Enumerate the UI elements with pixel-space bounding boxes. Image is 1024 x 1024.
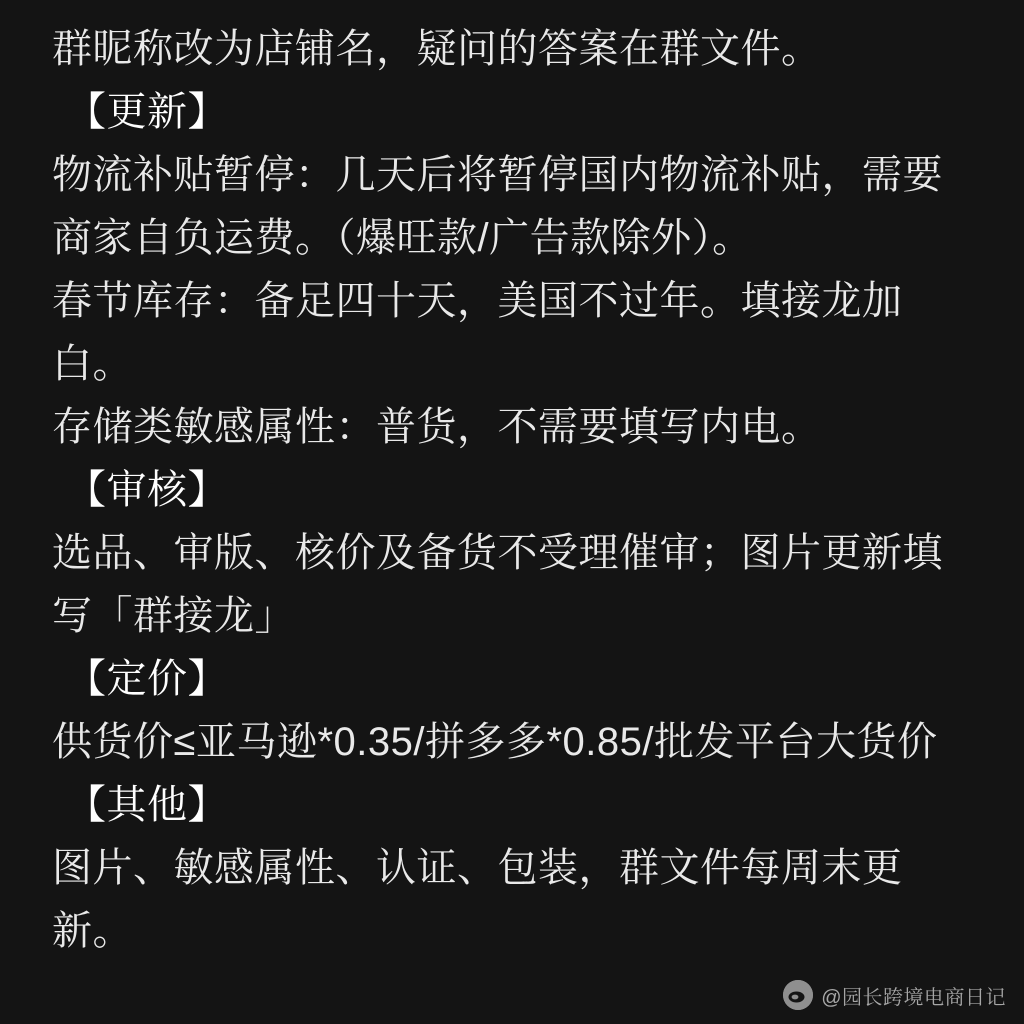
text-line: 春节库存：备足四十天，美国不过年。填接龙加白。	[52, 279, 903, 386]
post-text-body	[52, 18, 976, 963]
text-line: 群昵称改为店铺名，疑问的答案在群文件。	[52, 27, 822, 71]
text-line: 存储类敏感属性：普货，不需要填写内电。	[52, 405, 822, 449]
weibo-icon	[783, 980, 813, 1010]
section-heading: 【其他】	[66, 783, 228, 827]
section-heading: 【审核】	[66, 468, 228, 512]
text-line: 选品、审版、核价及备货不受理催审；图片更新填写「群接龙」	[52, 531, 943, 638]
section-heading: 【更新】	[66, 90, 228, 134]
watermark-handle: @园长跨境电商日记	[821, 986, 1006, 1009]
text-line: 物流补贴暂停：几天后将暂停国内物流补贴，需要商家自负运费。（爆旺款/广告款除外）。	[52, 153, 943, 260]
text-line: 图片、敏感属性、认证、包装，群文件每周末更新。	[52, 846, 903, 953]
section-heading: 【定价】	[66, 657, 228, 701]
text-line: 供货价≤亚马逊*0.35/拼多多*0.85/批发平台大货价	[52, 720, 938, 764]
watermark	[783, 980, 1006, 1010]
